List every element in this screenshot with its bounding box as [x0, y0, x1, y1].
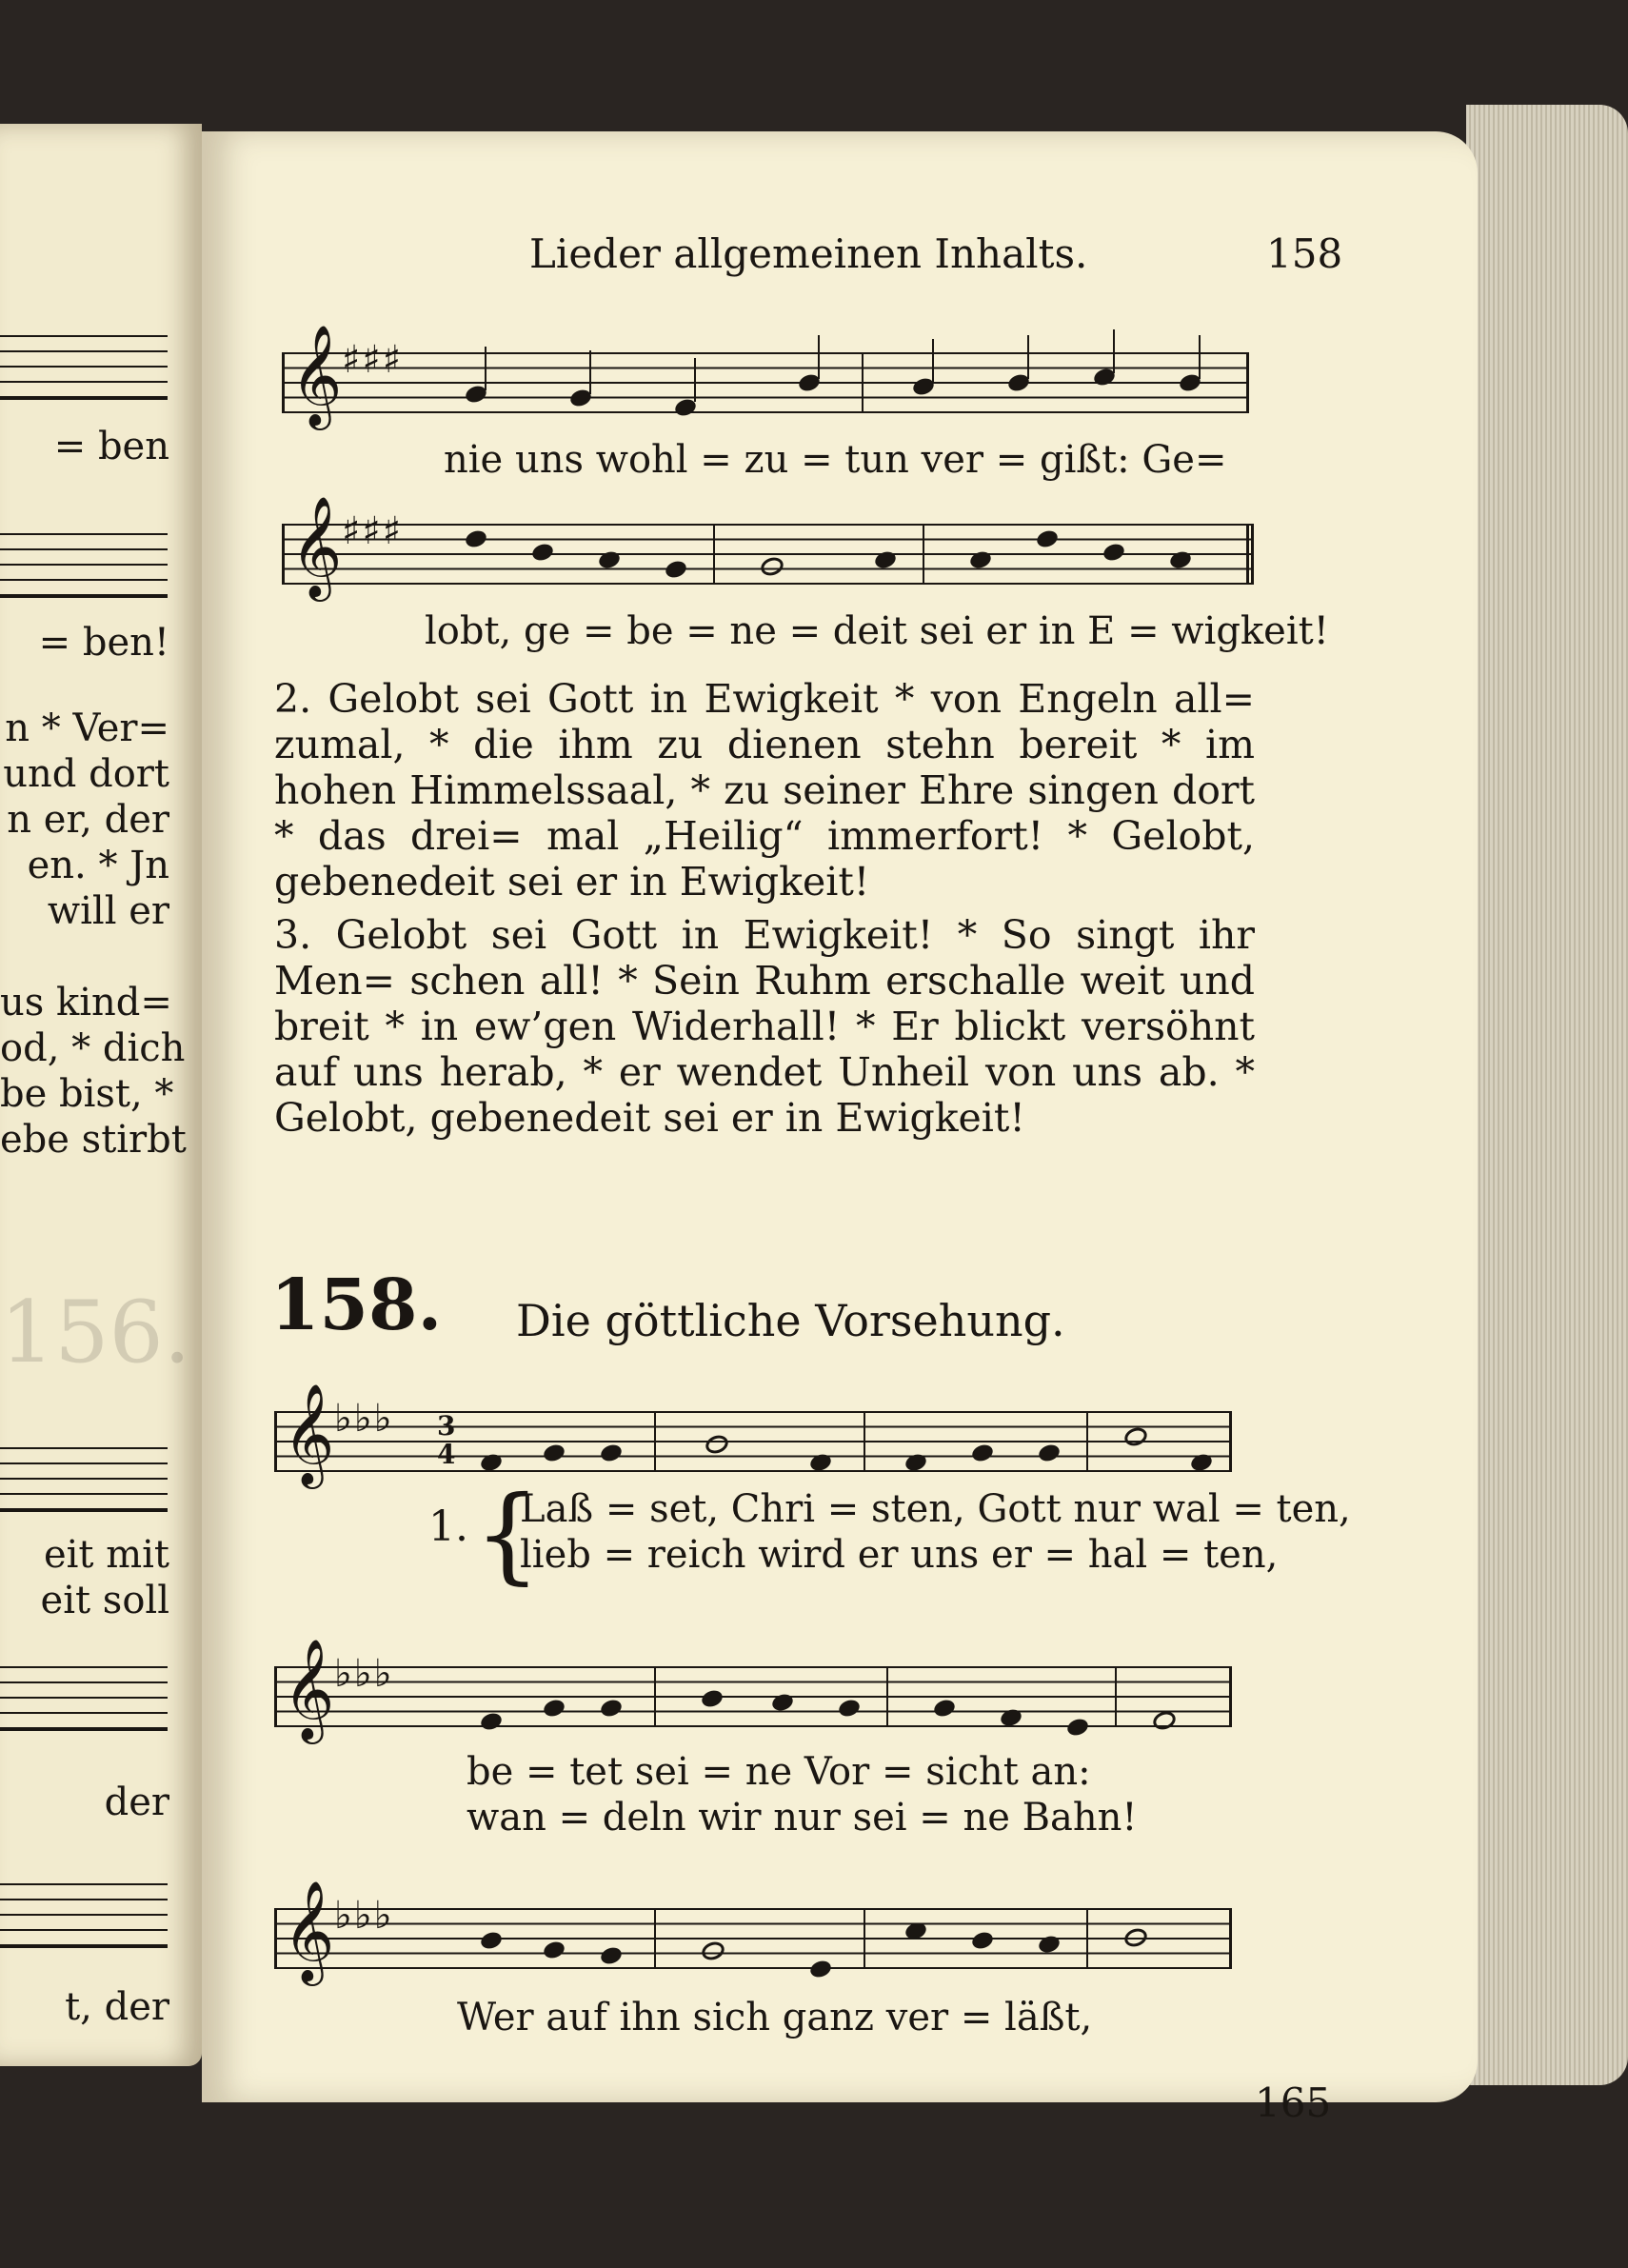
left-line: eit mit — [43, 1533, 169, 1577]
note — [479, 1930, 504, 1952]
note — [970, 1930, 995, 1952]
verse-text: 2. Gelobt sei Gott in Ewigkeit * von Engeln all= zumal, * die ihm zu dienen stehn bereit * im hohen Himmelssaal, * zu seiner Ehre singen dort * das drei= mal „Heilig“ immerfort! * Gelobt, gebenedeit sei er in Ewigkeit! — [274, 676, 1255, 905]
note — [542, 1442, 566, 1464]
lyrics-line: be = tet sei = ne Vor = sicht an: — [467, 1750, 1091, 1794]
note-stem — [1199, 335, 1201, 379]
music-staff — [282, 324, 1249, 426]
bar-line — [654, 1411, 656, 1472]
note — [1037, 1934, 1062, 1956]
note — [999, 1707, 1023, 1729]
note — [808, 1452, 833, 1474]
page-number-bottom: 165 — [1255, 2079, 1332, 2126]
left-line: be bist, * — [0, 1072, 174, 1116]
left-line: will er — [47, 889, 169, 933]
left-line: der — [104, 1781, 169, 1824]
page-number-top: 158 — [1266, 230, 1343, 277]
note — [1189, 1452, 1214, 1474]
lyrics-line: lobt, ge = be = ne = deit sei er in E = wigkeit! — [425, 609, 1329, 653]
half-note — [1122, 1925, 1150, 1949]
note — [1168, 549, 1193, 571]
left-hymn-number-bleed: 156. — [0, 1283, 191, 1383]
note — [1037, 1442, 1062, 1464]
time-signature-bottom: 4 — [437, 1439, 456, 1470]
bar-line — [654, 1666, 656, 1727]
note — [903, 1452, 928, 1474]
left-line: n * Ver= — [5, 706, 169, 750]
left-line: ebe stirbt — [0, 1118, 187, 1162]
brace-icon: { — [474, 1473, 541, 1595]
lyrics-line: lieb = reich wird er uns er = hal = ten, — [520, 1533, 1279, 1577]
bar-line — [1086, 1411, 1088, 1472]
bar-line — [923, 524, 924, 585]
note — [837, 1698, 862, 1720]
treble-clef-icon: 𝄞 — [283, 1880, 335, 1981]
note-stem — [694, 358, 696, 402]
music-staff — [274, 1880, 1232, 1981]
key-signature-sharps: ♯♯♯ — [342, 338, 404, 382]
bar-line — [713, 524, 715, 585]
note — [542, 1698, 566, 1720]
lyrics-line: Laß = set, Chri = sten, Gott nur wal = ten, — [520, 1487, 1351, 1531]
page-edges — [1466, 105, 1628, 2085]
main-page — [202, 131, 1478, 2102]
time-signature-top: 3 — [437, 1410, 456, 1442]
note — [970, 1442, 995, 1464]
left-line: t, der — [65, 1985, 169, 2029]
note — [968, 549, 993, 571]
half-note — [704, 1432, 731, 1456]
half-note — [1151, 1708, 1179, 1732]
left-staff — [0, 1447, 168, 1512]
note — [542, 1940, 566, 1961]
bar-line — [862, 352, 864, 413]
note — [1065, 1717, 1090, 1739]
key-signature-flats: ♭♭♭ — [334, 1652, 394, 1696]
note — [770, 1692, 795, 1714]
key-signature-flats: ♭♭♭ — [334, 1397, 394, 1441]
verse-2 — [274, 676, 1255, 905]
key-signature-flats: ♭♭♭ — [334, 1894, 394, 1938]
note — [464, 528, 488, 550]
note — [479, 1711, 504, 1733]
note — [903, 1920, 928, 1942]
left-line: us kind= — [0, 981, 172, 1025]
left-line: und dort — [3, 752, 169, 796]
bar-line — [1115, 1666, 1117, 1727]
left-staff — [0, 1666, 168, 1731]
lyrics-line: nie uns wohl = zu = tun ver = gißt: Ge= — [444, 438, 1227, 482]
note — [932, 1698, 957, 1720]
left-staff — [0, 533, 168, 598]
bar-line — [864, 1908, 865, 1969]
left-line: od, * dich — [0, 1026, 186, 1070]
hymn-number: 158. — [270, 1264, 443, 1346]
left-staff — [0, 1883, 168, 1948]
lyrics-line: Wer auf ihn sich ganz ver = läßt, — [457, 1996, 1093, 2039]
note-stem — [932, 339, 934, 383]
left-line: n er, der — [7, 798, 169, 842]
left-staff — [0, 335, 168, 400]
music-staff — [274, 1638, 1232, 1740]
left-line: eit soll — [40, 1579, 169, 1622]
note — [479, 1452, 504, 1474]
note-stem — [1027, 335, 1029, 379]
note-stem — [589, 350, 591, 394]
lyrics-line: wan = deln wir nur sei = ne Bahn! — [467, 1796, 1138, 1840]
verse-3 — [274, 912, 1255, 1141]
bar-line — [864, 1411, 865, 1472]
treble-clef-icon: 𝄞 — [290, 324, 343, 426]
half-note — [1122, 1424, 1150, 1448]
note — [873, 549, 898, 571]
left-line: = ben — [53, 425, 169, 468]
note — [1035, 528, 1060, 550]
note — [597, 549, 622, 571]
music-staff — [274, 1383, 1232, 1484]
bar-line — [1086, 1908, 1088, 1969]
verse-number: 1. — [428, 1502, 468, 1551]
bar-line — [654, 1908, 656, 1969]
left-line: en. * Jn — [27, 844, 169, 887]
verse-text: 3. Gelobt sei Gott in Ewigkeit! * So singt ihr Men= schen all! * Sein Ruhm erschalle weit und breit * in ew’gen Widerhall! * Er blickt versöhnt auf uns herab, * er wendet Unheil von uns ab. * Gelobt, gebenedeit sei er in Ewigkeit! — [274, 912, 1255, 1141]
note — [1102, 542, 1126, 564]
left-page — [0, 124, 202, 2066]
running-head: Lieder allgemeinen Inhalts. — [529, 230, 1088, 277]
treble-clef-icon: 𝄞 — [283, 1638, 335, 1740]
left-line: = ben! — [38, 621, 169, 665]
note — [664, 559, 688, 581]
note — [700, 1688, 725, 1710]
half-note — [759, 554, 786, 578]
music-staff — [282, 495, 1254, 597]
note — [530, 542, 555, 564]
bar-line — [886, 1666, 888, 1727]
treble-clef-icon: 𝄞 — [283, 1383, 335, 1484]
half-note — [700, 1939, 727, 1962]
note-stem — [1113, 329, 1115, 373]
note-stem — [818, 335, 820, 379]
note — [599, 1945, 624, 1967]
note — [599, 1698, 624, 1720]
hymn-title: Die göttliche Vorsehung. — [516, 1295, 1065, 1346]
note — [808, 1959, 833, 1980]
note — [599, 1442, 624, 1464]
key-signature-sharps: ♯♯♯ — [342, 509, 404, 553]
treble-clef-icon: 𝄞 — [290, 495, 343, 597]
note-stem — [485, 347, 486, 390]
